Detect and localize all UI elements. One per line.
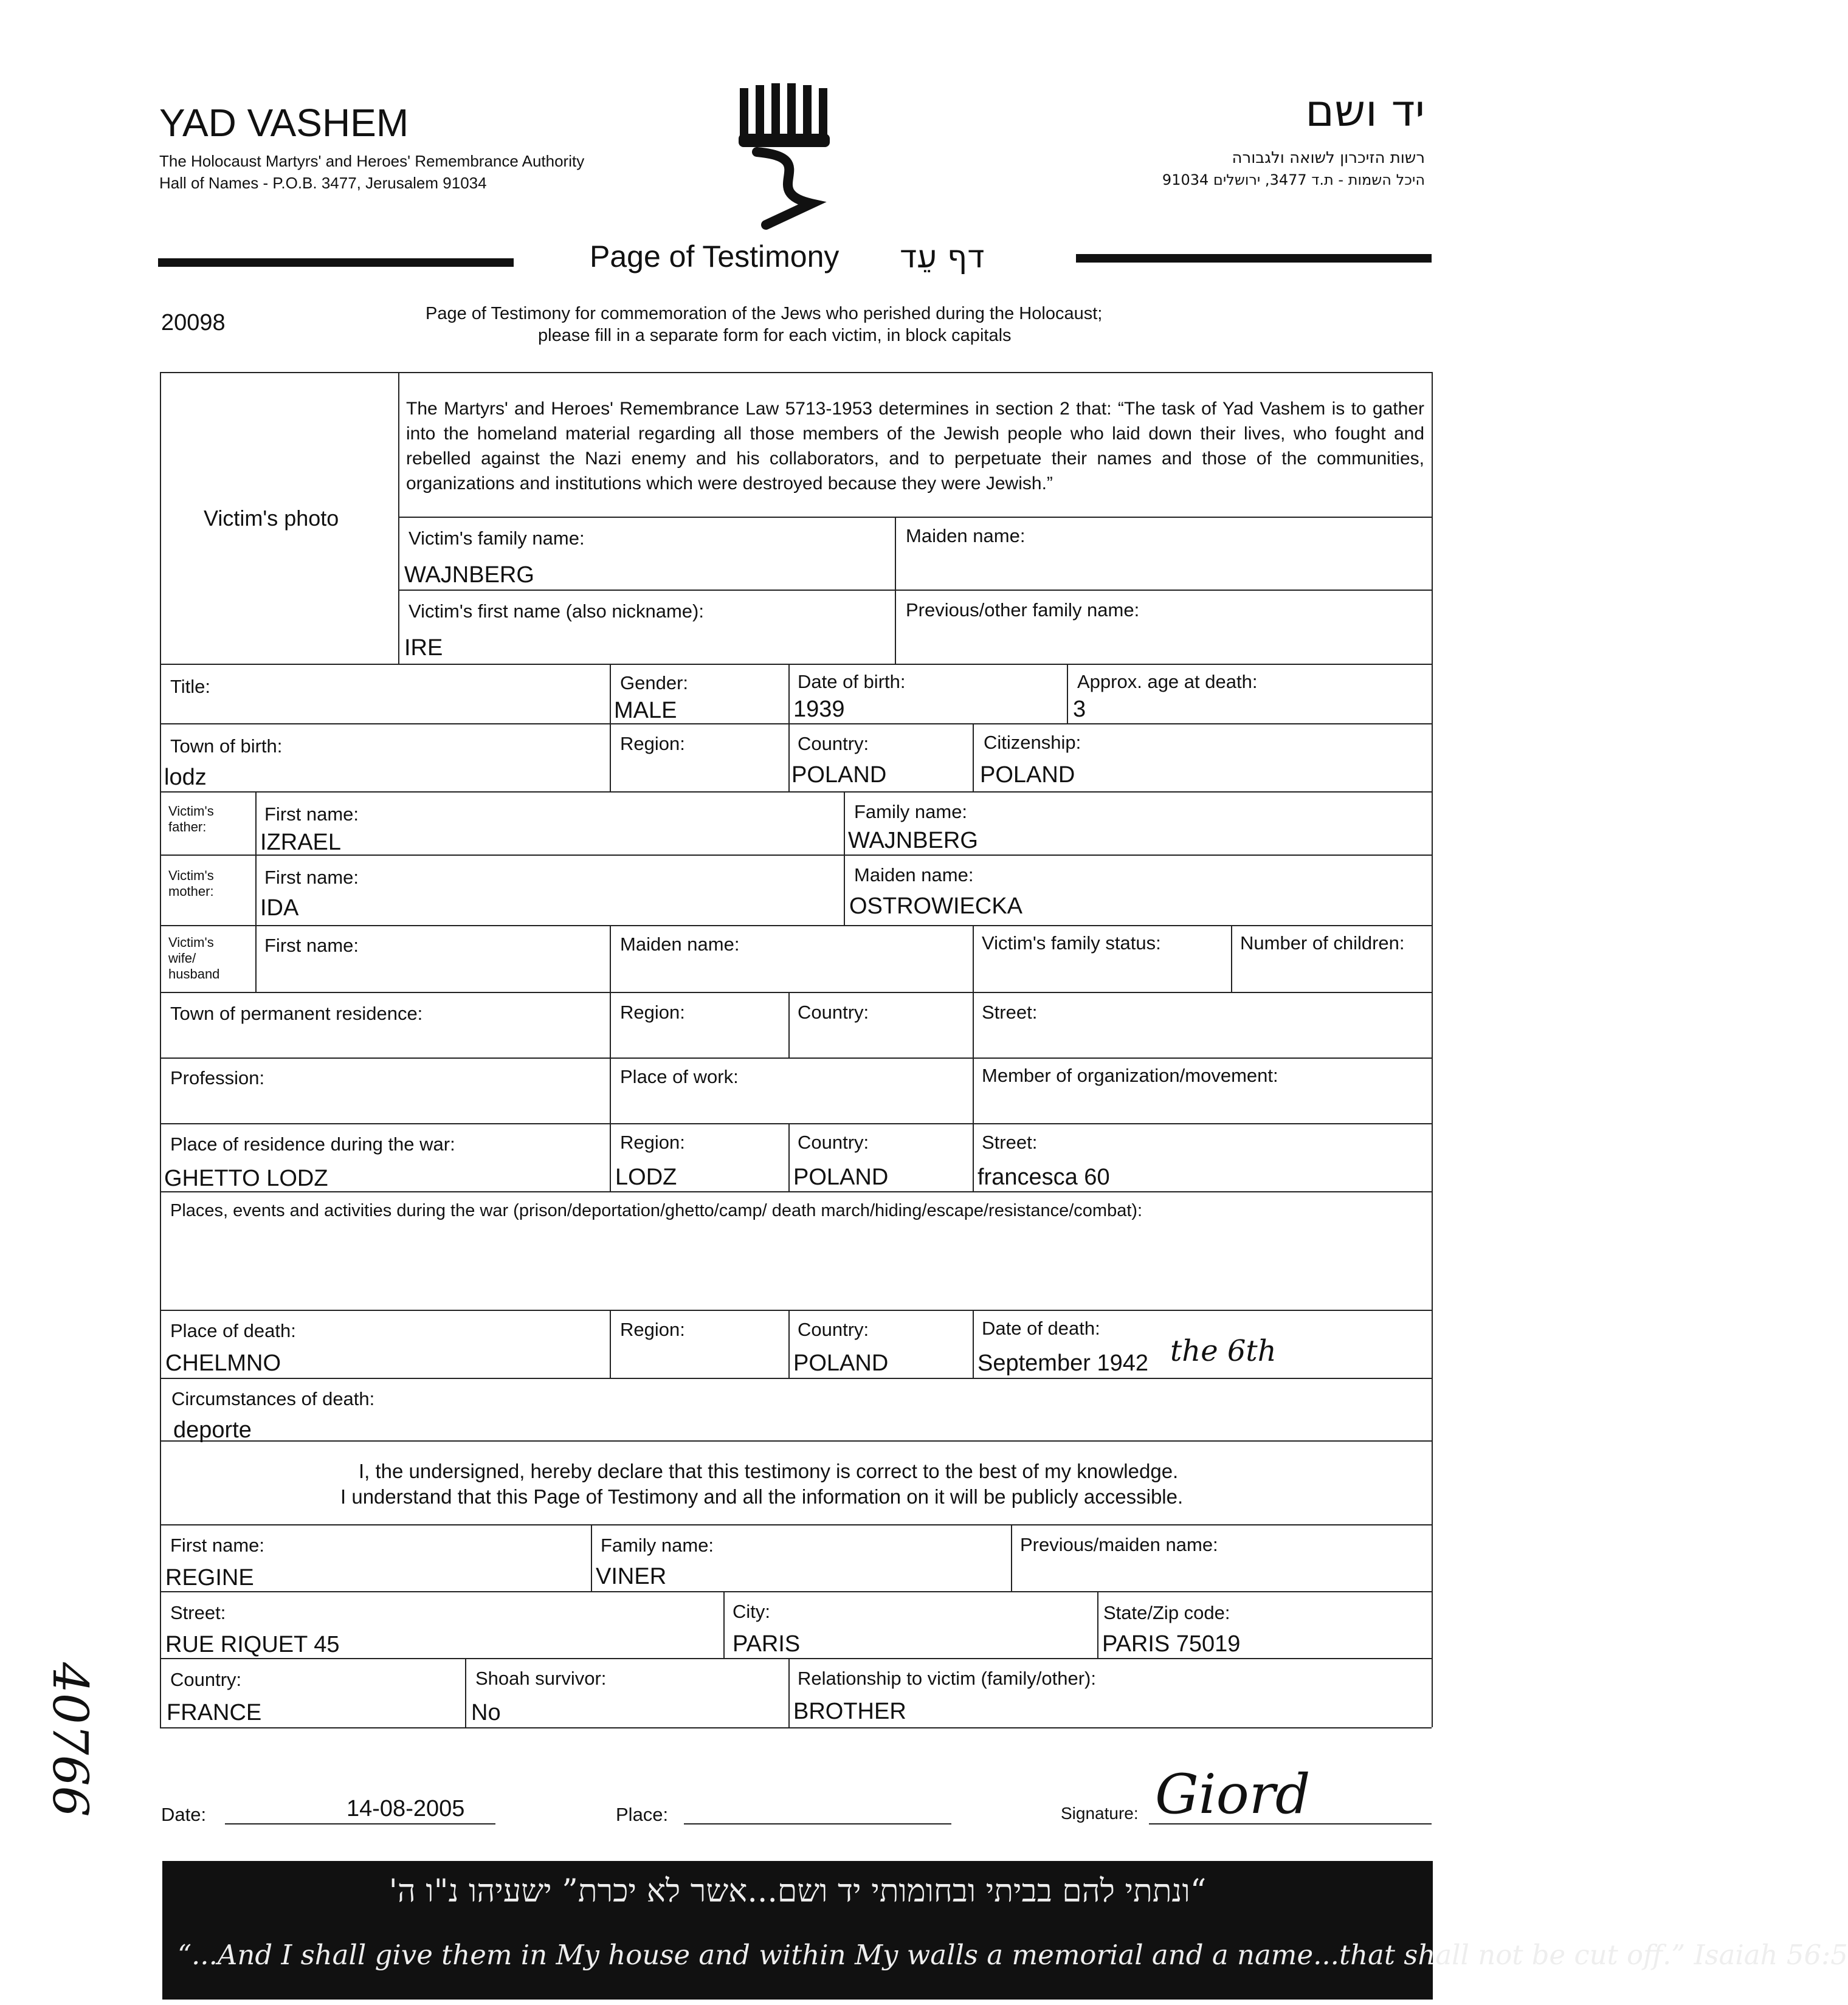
submitter-first-name-label: First name: [170, 1535, 265, 1556]
birth-country-label: Country: [798, 733, 869, 754]
yad-vashem-logo [733, 82, 839, 231]
dob-value[interactable]: 1939 [793, 696, 845, 722]
declaration-line-1: I, the undersigned, hereby declare that this testimony is correct to the best of my knowledge. [359, 1460, 1179, 1482]
shoah-survivor-label: Shoah survivor: [475, 1668, 607, 1689]
org-address: Hall of Names - P.O.B. 3477, Jerusalem 91034 [159, 174, 487, 192]
victim-first-name[interactable]: IRE [404, 635, 443, 661]
war-street-value[interactable]: francesca 60 [977, 1164, 1110, 1190]
family-status-label: Victim's family status: [982, 932, 1161, 954]
relationship-label: Relationship to victim (family/other): [798, 1668, 1096, 1689]
father-row-label-line2: father: [168, 819, 207, 834]
submitter-family-name-label: Family name: [601, 1535, 714, 1556]
maiden-name-label: Maiden name: [906, 525, 1026, 546]
title-rule-left [158, 258, 514, 267]
footer-date-line [225, 1823, 495, 1824]
death-region-label: Region: [620, 1319, 685, 1340]
submitter-country[interactable]: FRANCE [167, 1700, 262, 1725]
victim-family-name-label: Victim's family name: [409, 528, 585, 549]
mother-first-name-label: First name: [264, 867, 359, 888]
spouse-row-label [168, 935, 219, 982]
age-at-death-value[interactable]: 3 [1073, 696, 1086, 722]
citizenship-value[interactable]: POLAND [980, 762, 1075, 788]
death-country-label: Country: [798, 1319, 869, 1340]
org-subtitle-hebrew: רשות הזיכרון לשואה ולגבורה [1232, 149, 1425, 167]
law-text: The Martyrs' and Heroes' Remembrance Law 5713-1953 determines in section 2 that: “The task of Yad Vashem is to gather into the homeland material regarding all those members of the Jewish people who laid down their lives, who fought and rebelled against the Nazi enemy and his collaborators, and to perpetuate their names and those of the communities, organizations and institutions which were destroyed because they were Jewish.” [406, 399, 1424, 494]
spouse-maiden-name-label: Maiden name: [620, 934, 740, 955]
father-family-name[interactable]: WAJNBERG [848, 828, 978, 853]
war-country-label: Country: [798, 1132, 869, 1153]
permanent-residence-label: Town of permanent residence: [170, 1003, 423, 1024]
submitter-zip[interactable]: PARIS 75019 [1102, 1631, 1241, 1657]
profession-label: Profession: [170, 1067, 265, 1088]
war-country-value[interactable]: POLAND [793, 1164, 889, 1190]
relationship-value[interactable]: BROTHER [793, 1699, 906, 1724]
declaration-line-2: I understand that this Page of Testimony and all the information on it will be publicly accessible. [340, 1485, 1184, 1508]
org-name: YAD VASHEM [159, 101, 409, 145]
gender-label: Gender: [620, 672, 689, 693]
spouse-row-label-line1: Victim's [168, 935, 214, 950]
quote-banner [162, 1861, 1848, 2000]
organization-label: Member of organization/movement: [982, 1065, 1278, 1086]
circumstances-value[interactable]: deporte [173, 1417, 252, 1443]
spouse-row-label-line3: husband [168, 966, 220, 982]
submitter-first-name[interactable]: REGINE [165, 1565, 254, 1591]
footer-place-label: Place: [616, 1804, 669, 1825]
org-address-hebrew: היכל השמות - ת.ד 3477, ירושלים 91034 [1162, 171, 1425, 188]
org-name-hebrew: יד ושם [1305, 85, 1425, 136]
father-row-label-line1: Victim's [168, 803, 214, 819]
place-of-work-label: Place of work: [620, 1066, 739, 1087]
intro-line-2: please fill in a separate form for each victim, in block capitals [538, 326, 1012, 345]
citizenship-label: Citizenship: [984, 732, 1081, 753]
submitter-country-label: Country: [170, 1669, 242, 1690]
town-of-birth-label: Town of birth: [170, 735, 283, 757]
footer-date-label: Date: [161, 1804, 207, 1825]
margin-handwritten-number: 40766 [42, 1662, 98, 1817]
submitter-city[interactable]: PARIS [733, 1631, 801, 1657]
victim-family-name[interactable]: WAJNBERG [404, 562, 534, 588]
residence-street-label: Street: [982, 1002, 1038, 1023]
footer-date-value[interactable]: 14-08-2005 [346, 1796, 465, 1821]
banner-english-quote: “...And I shall give them in My house and within My walls a memorial and a name...that shall not be cut off.” Isaiah 56:5 [178, 1939, 1848, 1971]
footer-place-line [684, 1823, 951, 1824]
submitter-street-label: Street: [170, 1602, 226, 1623]
father-family-name-label: Family name: [854, 801, 968, 822]
place-of-death-value[interactable]: CHELMNO [165, 1350, 281, 1376]
war-residence-value[interactable]: GHETTO LODZ [164, 1166, 328, 1191]
submitter-street[interactable]: RUE RIQUET 45 [165, 1632, 340, 1657]
victim-first-name-label: Victim's first name (also nickname): [409, 600, 704, 622]
war-events-label: Places, events and activities during the war (prison/deportation/ghetto/camp/ death march/hiding/escape/resistance/combat): [170, 1201, 1143, 1220]
intro-line-1: Page of Testimony for commemoration of the Jews who perished during the Holocaust; [426, 304, 1103, 323]
title-rule-right [1076, 254, 1432, 263]
residence-country-label: Country: [798, 1002, 869, 1023]
submitter-zip-label: State/Zip code: [1103, 1602, 1230, 1623]
dob-label: Date of birth: [798, 671, 906, 692]
mother-maiden-name[interactable]: OSTROWIECKA [849, 893, 1023, 919]
signature-handwriting[interactable]: Giord [1155, 1763, 1311, 1826]
banner-hebrew-quote: “ונתתי להם בביתי ובחומותי יד ושם...אשר לא יכרת” ישעיהו נ"ו ה' [388, 1873, 1207, 1910]
spouse-row-label-line2: wife/ [168, 951, 196, 966]
spouse-first-name-label: First name: [264, 935, 359, 956]
org-subtitle: The Holocaust Martyrs' and Heroes' Remembrance Authority [159, 152, 585, 170]
submitter-previous-name-label: Previous/maiden name: [1020, 1534, 1218, 1555]
war-residence-label: Place of residence during the war: [170, 1133, 455, 1155]
victim-photo-placeholder[interactable]: Victim's photo [204, 506, 339, 531]
place-of-death-label: Place of death: [170, 1320, 296, 1341]
mother-row-label [168, 868, 214, 899]
birth-region-label: Region: [620, 733, 685, 754]
date-of-death-label: Date of death: [982, 1318, 1100, 1339]
father-row-label [168, 803, 214, 835]
footer-signature-label: Signature: [1061, 1804, 1139, 1823]
previous-family-name-label: Previous/other family name: [906, 599, 1140, 621]
submitter-family-name[interactable]: VINER [596, 1564, 667, 1589]
gender-value[interactable]: MALE [614, 698, 677, 723]
submitter-city-label: City: [733, 1601, 770, 1622]
town-of-birth-value[interactable]: lodz [164, 765, 207, 790]
form-number: 20098 [161, 310, 226, 335]
mother-row-label-line1: Victim's [168, 868, 214, 883]
mother-row-label-line2: mother: [168, 884, 214, 899]
residence-region-label: Region: [620, 1002, 685, 1023]
father-first-name[interactable]: IZRAEL [260, 830, 342, 855]
date-of-death-value[interactable]: September 1942 [977, 1350, 1148, 1376]
father-first-name-label: First name: [264, 803, 359, 825]
number-of-children-label: Number of children: [1240, 932, 1405, 954]
date-of-death-handwritten: the 6th [1170, 1334, 1277, 1368]
war-street-label: Street: [982, 1132, 1038, 1153]
mother-first-name[interactable]: IDA [260, 895, 299, 921]
mother-maiden-name-label: Maiden name: [854, 864, 974, 886]
war-region-value[interactable]: LODZ [615, 1164, 677, 1190]
shoah-survivor-value[interactable]: No [471, 1700, 501, 1725]
title-label: Title: [170, 676, 211, 697]
death-country-value[interactable]: POLAND [793, 1350, 889, 1376]
war-region-label: Region: [620, 1132, 685, 1153]
birth-country-value[interactable]: POLAND [791, 762, 887, 788]
page-title-hebrew: דף עֵד [900, 239, 985, 275]
page-title: Page of Testimony [590, 239, 840, 273]
circumstances-label: Circumstances of death: [171, 1388, 375, 1409]
age-at-death-label: Approx. age at death: [1077, 671, 1258, 692]
